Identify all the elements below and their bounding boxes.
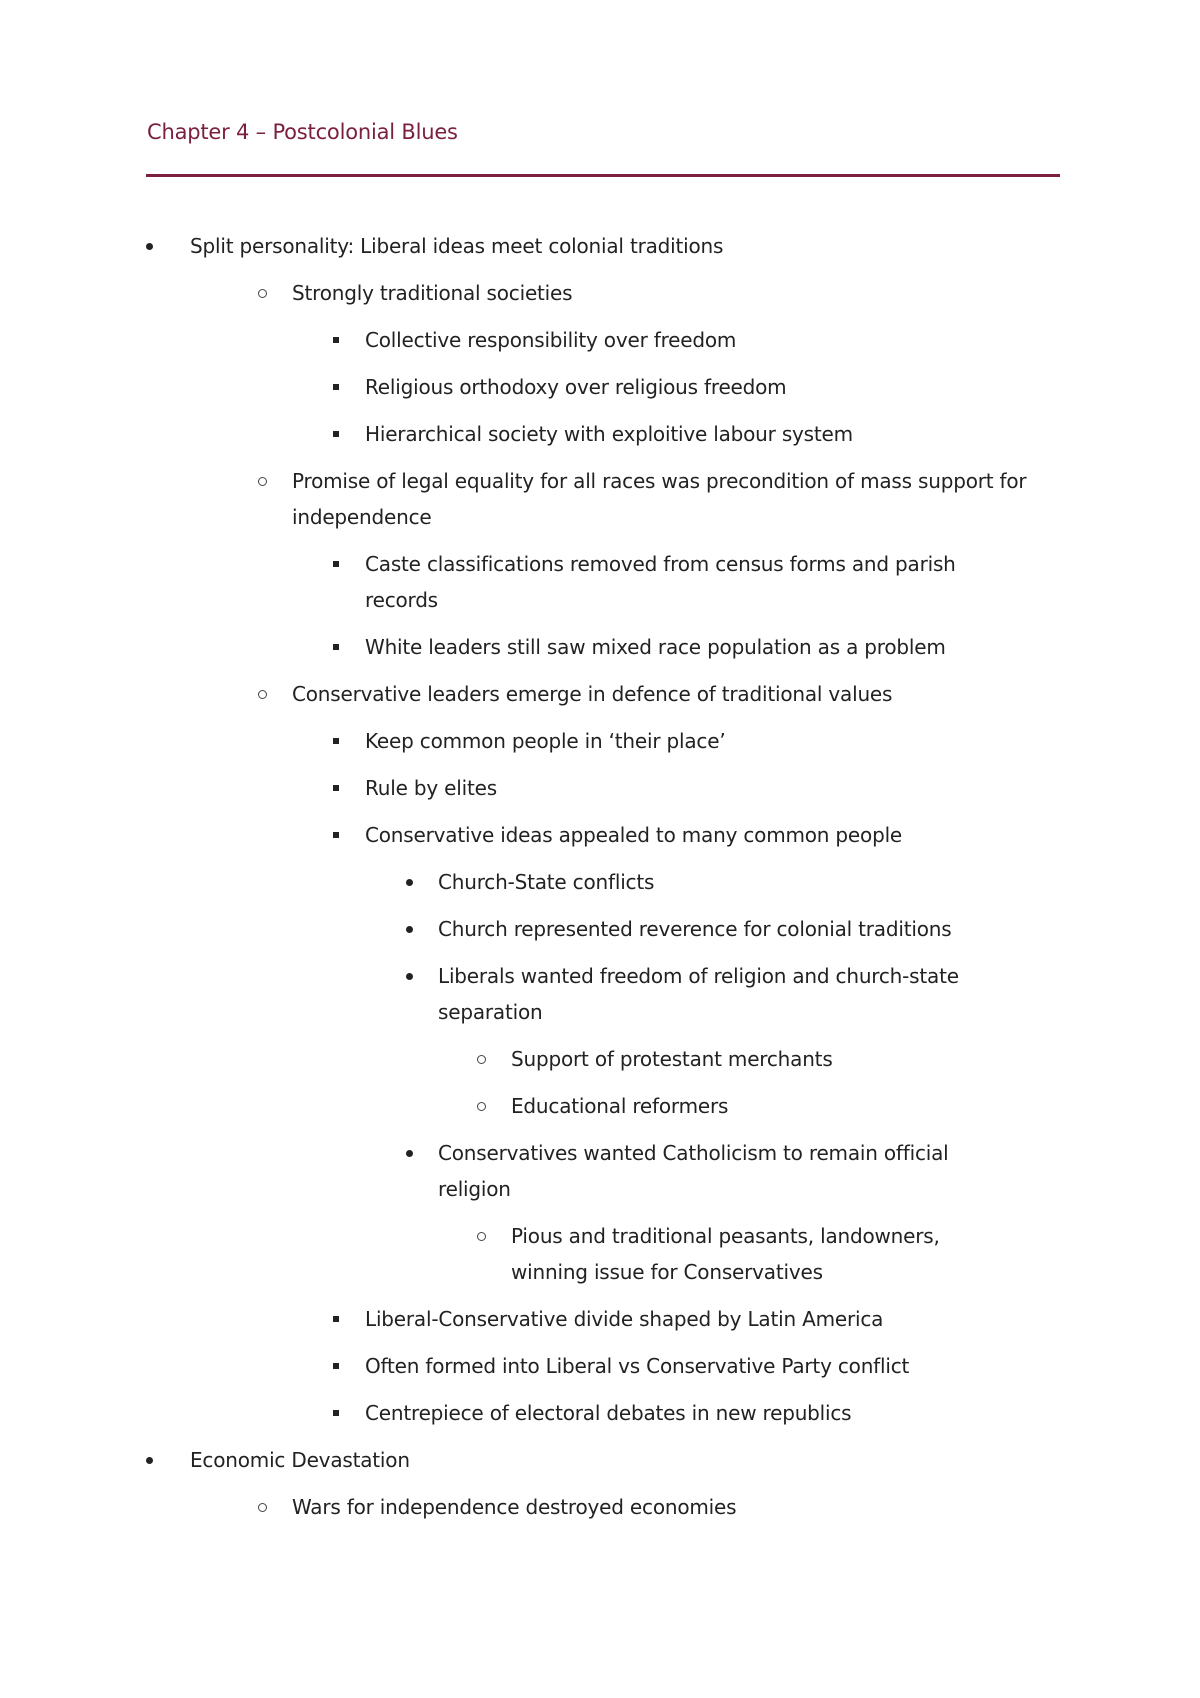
list-item-text: Pious and traditional peasants, landowners, winning issue for Conservatives xyxy=(511,1224,940,1284)
list-item-text: Promise of legal equality for all races was precondition of mass support for independence xyxy=(292,469,1027,529)
square-bullet-icon xyxy=(326,1348,346,1384)
circle-bullet-icon xyxy=(252,1489,272,1525)
list-item-text: Educational reformers xyxy=(511,1094,729,1118)
list-item xyxy=(0,228,1200,264)
list-item xyxy=(0,817,1200,853)
list-item-text: Rule by elites xyxy=(365,776,497,800)
list-item xyxy=(0,676,1200,712)
dot-bullet-icon xyxy=(399,958,419,994)
square-bullet-icon xyxy=(326,416,346,452)
list-item xyxy=(0,723,1200,759)
list-item-text: Religious orthodoxy over religious freedom xyxy=(365,375,787,399)
circle-bullet-icon xyxy=(471,1041,491,1077)
list-item-text: Keep common people in ‘their place’ xyxy=(365,729,726,753)
square-bullet-icon xyxy=(326,629,346,665)
list-item-text: Church represented reverence for colonial traditions xyxy=(438,917,952,941)
list-item xyxy=(0,1301,1200,1337)
list-item-text: Liberals wanted freedom of religion and church-state separation xyxy=(438,964,959,1024)
list-item xyxy=(0,369,1200,405)
list-item-text: Support of protestant merchants xyxy=(511,1047,833,1071)
title-divider xyxy=(146,174,1060,177)
circle-bullet-icon xyxy=(471,1218,491,1254)
list-item xyxy=(0,1088,1200,1124)
dot-bullet-icon xyxy=(399,911,419,947)
list-item xyxy=(0,463,1200,535)
list-item xyxy=(0,1348,1200,1384)
square-bullet-icon xyxy=(326,369,346,405)
list-item-text: Liberal-Conservative divide shaped by Latin America xyxy=(365,1307,884,1331)
square-bullet-icon xyxy=(326,322,346,358)
dot-bullet-icon xyxy=(399,864,419,900)
dot-bullet-icon xyxy=(399,1135,419,1171)
list-item xyxy=(0,1041,1200,1077)
list-item-text: Church-State conflicts xyxy=(438,870,655,894)
square-bullet-icon xyxy=(326,1395,346,1431)
list-item-text: Strongly traditional societies xyxy=(292,281,573,305)
list-item-text: Economic Devastation xyxy=(190,1448,410,1472)
list-item xyxy=(0,864,1200,900)
square-bullet-icon xyxy=(326,546,346,582)
list-item xyxy=(0,958,1200,1030)
square-bullet-icon xyxy=(326,723,346,759)
list-item xyxy=(0,629,1200,665)
circle-bullet-icon xyxy=(471,1088,491,1124)
list-item xyxy=(0,1395,1200,1431)
circle-bullet-icon xyxy=(252,463,272,499)
square-bullet-icon xyxy=(326,1301,346,1337)
list-item-text: Conservatives wanted Catholicism to remain official religion xyxy=(438,1141,949,1201)
dot-bullet-icon xyxy=(139,1442,159,1478)
list-item xyxy=(0,1218,1200,1290)
list-item xyxy=(0,546,1200,618)
list-item-text: Centrepiece of electoral debates in new republics xyxy=(365,1401,852,1425)
list-item xyxy=(0,911,1200,947)
list-item-text: Often formed into Liberal vs Conservative Party conflict xyxy=(365,1354,910,1378)
circle-bullet-icon xyxy=(252,676,272,712)
list-item xyxy=(0,275,1200,311)
list-item-text: Split personality: Liberal ideas meet colonial traditions xyxy=(190,234,724,258)
list-item xyxy=(0,416,1200,452)
list-item-text: White leaders still saw mixed race population as a problem xyxy=(365,635,946,659)
list-item xyxy=(0,1489,1200,1525)
list-item xyxy=(0,322,1200,358)
list-item-text: Caste classifications removed from census forms and parish records xyxy=(365,552,956,612)
list-item-text: Hierarchical society with exploitive labour system xyxy=(365,422,853,446)
square-bullet-icon xyxy=(326,770,346,806)
list-item-text: Conservative ideas appealed to many common people xyxy=(365,823,903,847)
list-item xyxy=(0,770,1200,806)
page-title: Chapter 4 – Postcolonial Blues xyxy=(147,120,458,144)
list-item-text: Wars for independence destroyed economies xyxy=(292,1495,737,1519)
circle-bullet-icon xyxy=(252,275,272,311)
dot-bullet-icon xyxy=(139,228,159,264)
list-item-text: Conservative leaders emerge in defence of traditional values xyxy=(292,682,893,706)
list-item xyxy=(0,1442,1200,1478)
list-item-text: Collective responsibility over freedom xyxy=(365,328,737,352)
square-bullet-icon xyxy=(326,817,346,853)
notes-outline xyxy=(0,228,1200,1536)
list-item xyxy=(0,1135,1200,1207)
